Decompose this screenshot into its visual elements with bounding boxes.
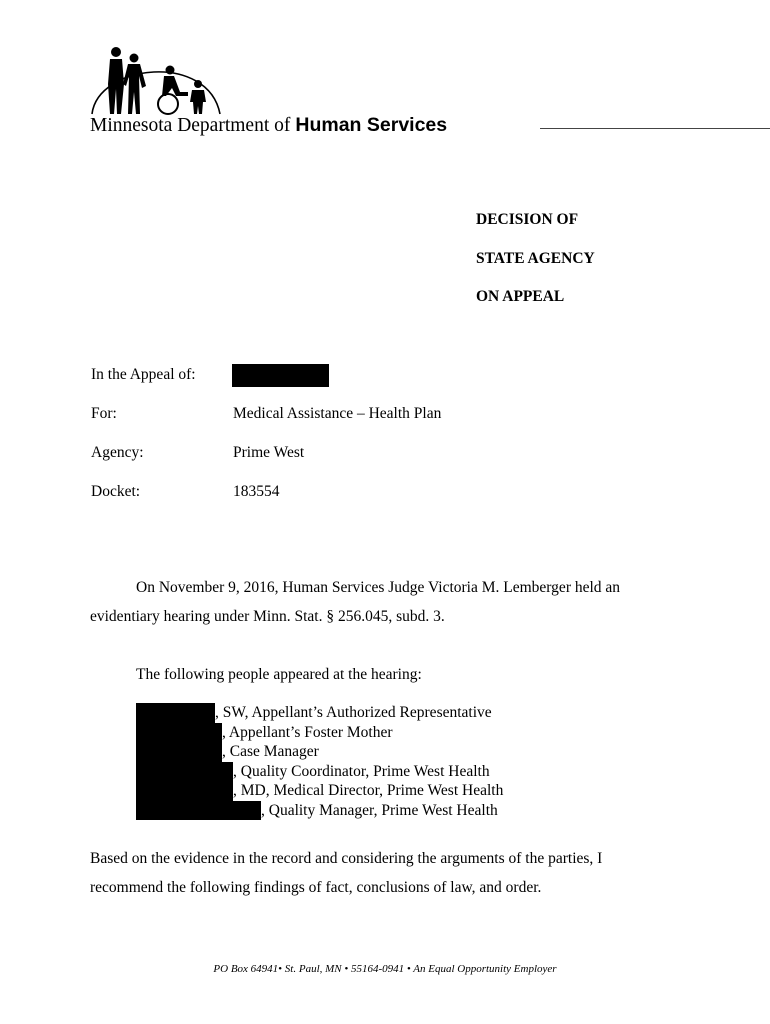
attendee-row [136,781,503,801]
redacted-name [136,781,233,801]
docket-label: Docket: [91,483,141,500]
redacted-name [136,703,215,723]
decision-heading-line: ON APPEAL [476,288,565,305]
decision-heading-line: DECISION OF [476,211,579,228]
redacted-name [136,742,222,762]
redacted-appellant-name [232,364,329,387]
docket-value: 183554 [233,483,280,500]
attendees-intro: The following people appeared at the hearing: [136,666,422,683]
decision-heading-line: STATE AGENCY [476,249,595,267]
attendee-row [136,762,490,782]
appeal-of-label: In the Appeal of: [91,366,196,383]
attendee-row [136,703,492,723]
attendee-text: , Quality Manager, Prime West Health [261,801,498,819]
decision-heading [476,210,595,326]
attendee-text: , Appellant’s Foster Mother [222,723,393,741]
letterhead-rule [540,128,770,129]
for-label: For: [91,405,117,422]
conclusion-paragraph: Based on the evidence in the record and considering the arguments of the parties, I recommend the following findings of fact, conclusions of law, and order. [90,850,603,896]
org-name-regular: Minnesota Department of [90,115,291,136]
redacted-name [136,801,261,821]
intro-paragraph-text: On November 9, 2016, Human Services Judge Victoria M. Lemberger held an evidentiary hearing under Minn. Stat. § 256.045, subd. 3. [90,579,621,625]
family-silhouette-logo-icon [88,44,228,116]
attendee-text: , Quality Coordinator, Prime West Health [233,762,490,780]
redacted-name [136,723,222,743]
org-name [90,114,447,137]
agency-label: Agency: [91,444,144,461]
attendee-text: , SW, Appellant’s Authorized Representative [215,704,492,721]
org-name-bold: Human Services [295,114,448,136]
attendee-text: , MD, Medical Director, Prime West Health [233,782,504,799]
agency-value: Prime West [233,444,305,461]
footer-address: PO Box 64941• St. Paul, MN • 55164-0941 • An Equal Opportunity Employer [213,963,557,975]
attendee-row [136,801,498,821]
redacted-name [136,762,233,782]
intro-paragraph [90,574,690,631]
attendee-row [136,742,319,762]
attendee-row [136,723,393,743]
attendee-text: , Case Manager [222,743,319,760]
for-value: Medical Assistance – Health Plan [233,405,442,422]
letterhead [88,44,728,144]
